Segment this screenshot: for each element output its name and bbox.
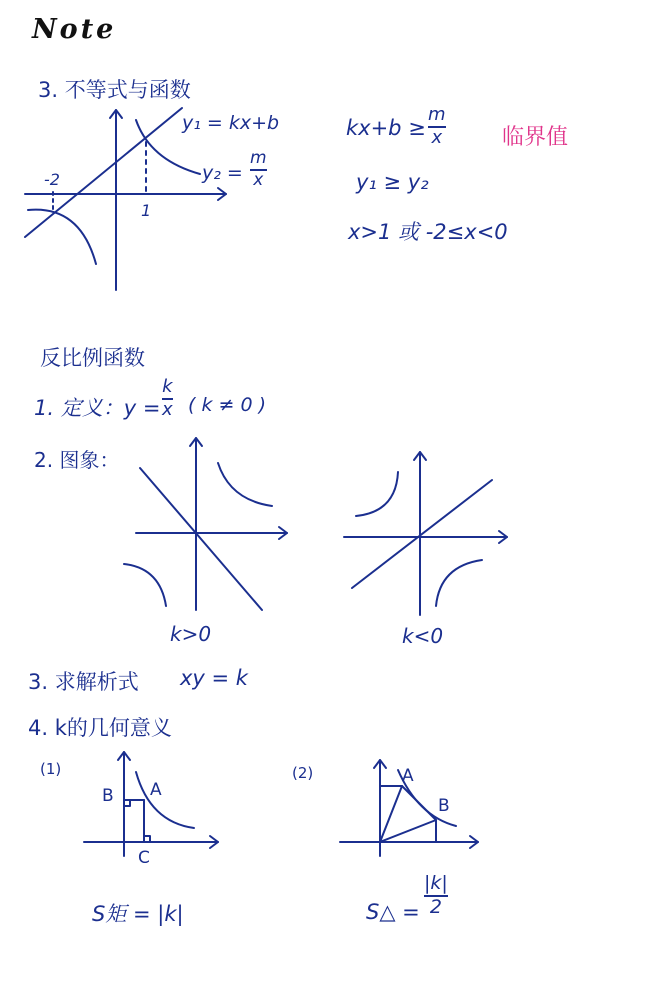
fig3-hyperbola-q2 <box>356 472 398 516</box>
y2-denominator: x <box>253 170 264 190</box>
tick-neg2: -2 <box>44 170 60 189</box>
label-k-positive: k>0 <box>170 622 212 646</box>
graph-k-positive <box>124 438 287 610</box>
definition-fraction <box>162 378 173 419</box>
inequality-lhs: kx+b ≥ <box>346 116 426 140</box>
point-b-label: B <box>102 786 114 806</box>
label-y1: y₁ = kx+b <box>182 112 280 134</box>
inequality-numerator: m <box>428 104 446 125</box>
tick-1: 1 <box>141 201 152 220</box>
fig5-ab <box>402 786 436 820</box>
triangle-area-fraction <box>424 874 448 917</box>
label-k-negative: k<0 <box>402 624 444 648</box>
label-y2-fraction <box>250 150 267 189</box>
point-b2-label: B <box>438 796 450 816</box>
graph-k-negative <box>344 452 507 615</box>
find-expression-formula: xy = k <box>180 666 248 690</box>
case-2-label: (2) <box>292 764 314 782</box>
fig2-line <box>140 468 262 610</box>
point-c-label: C <box>138 848 150 868</box>
section-heading-inequality: 3. 不等式与函数 <box>38 78 191 102</box>
fig2-hyperbola-q3 <box>124 564 166 606</box>
fig3-hyperbola-q4 <box>436 560 482 606</box>
inequality-graph <box>25 108 226 290</box>
section-heading-inverse: 反比例函数 <box>40 346 145 370</box>
label-y2: y₂ = <box>202 162 243 184</box>
triangle-area-prefix: S△ = <box>366 900 420 924</box>
geometric-meaning-heading: 4. k的几何意义 <box>28 716 172 740</box>
graph-heading: 2. 图象： <box>34 448 120 472</box>
triangle-denominator: 2 <box>429 896 442 918</box>
critical-value-note: 临界值 <box>502 125 569 150</box>
definition-condition: ( k ≠ 0 ) <box>188 394 266 416</box>
fig2-hyperbola-q1 <box>218 463 272 506</box>
compare-y1-y2: y₁ ≥ y₂ <box>356 170 429 194</box>
case-1-label: (1) <box>40 760 62 778</box>
definition-prefix: 1. 定义：y = <box>34 396 161 420</box>
rectangle-area-formula: S矩 = |k| <box>92 902 184 926</box>
definition-denominator: x <box>162 399 173 420</box>
fig3-line <box>352 480 492 588</box>
inequality-denominator: x <box>431 127 443 148</box>
point-a2-label: A <box>402 766 414 786</box>
hyperbola-lower <box>28 210 96 264</box>
page-title: Note <box>32 14 117 45</box>
definition-numerator: k <box>162 376 173 397</box>
find-expression-heading: 3. 求解析式 <box>28 670 139 694</box>
solution-set: x>1 或 -2≤x<0 <box>348 220 508 244</box>
y2-numerator: m <box>250 148 267 168</box>
point-a-label: A <box>150 780 162 800</box>
inequality-fraction <box>428 106 446 147</box>
triangle-numerator: |k| <box>424 872 448 894</box>
